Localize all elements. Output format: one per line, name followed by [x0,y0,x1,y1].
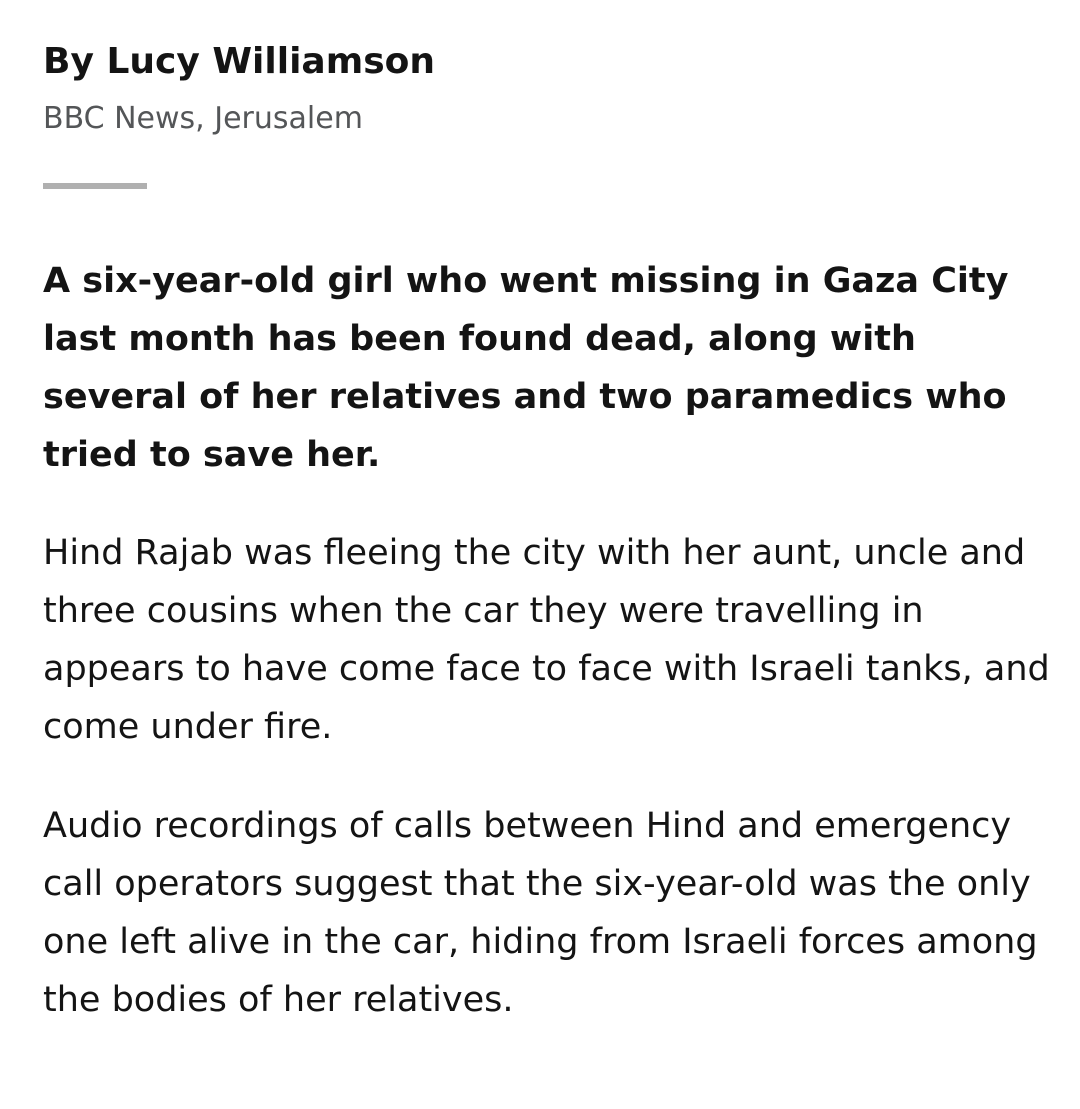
article-paragraph: Audio recordings of calls between Hind and emergency call operators suggest that the six-year-old was the only one left alive in the car, hiding from Israeli forces among the bodies of her relatives. [43,806,1038,1020]
byline-location: BBC News, Jerusalem [43,101,363,136]
article-paragraph: Hind Rajab was fleeing the city with her aunt, uncle and three cousins when the car they were travelling in appears to have come face to face with Israeli tanks, and come under fire. [43,533,1050,747]
byline-author: By Lucy Williamson [43,41,436,82]
byline-divider [43,183,147,189]
article-lede: A six-year-old girl who went missing in Gaza City last month has been found dead, along with several of her relatives and two paramedics who tried to save her. [43,261,1009,475]
